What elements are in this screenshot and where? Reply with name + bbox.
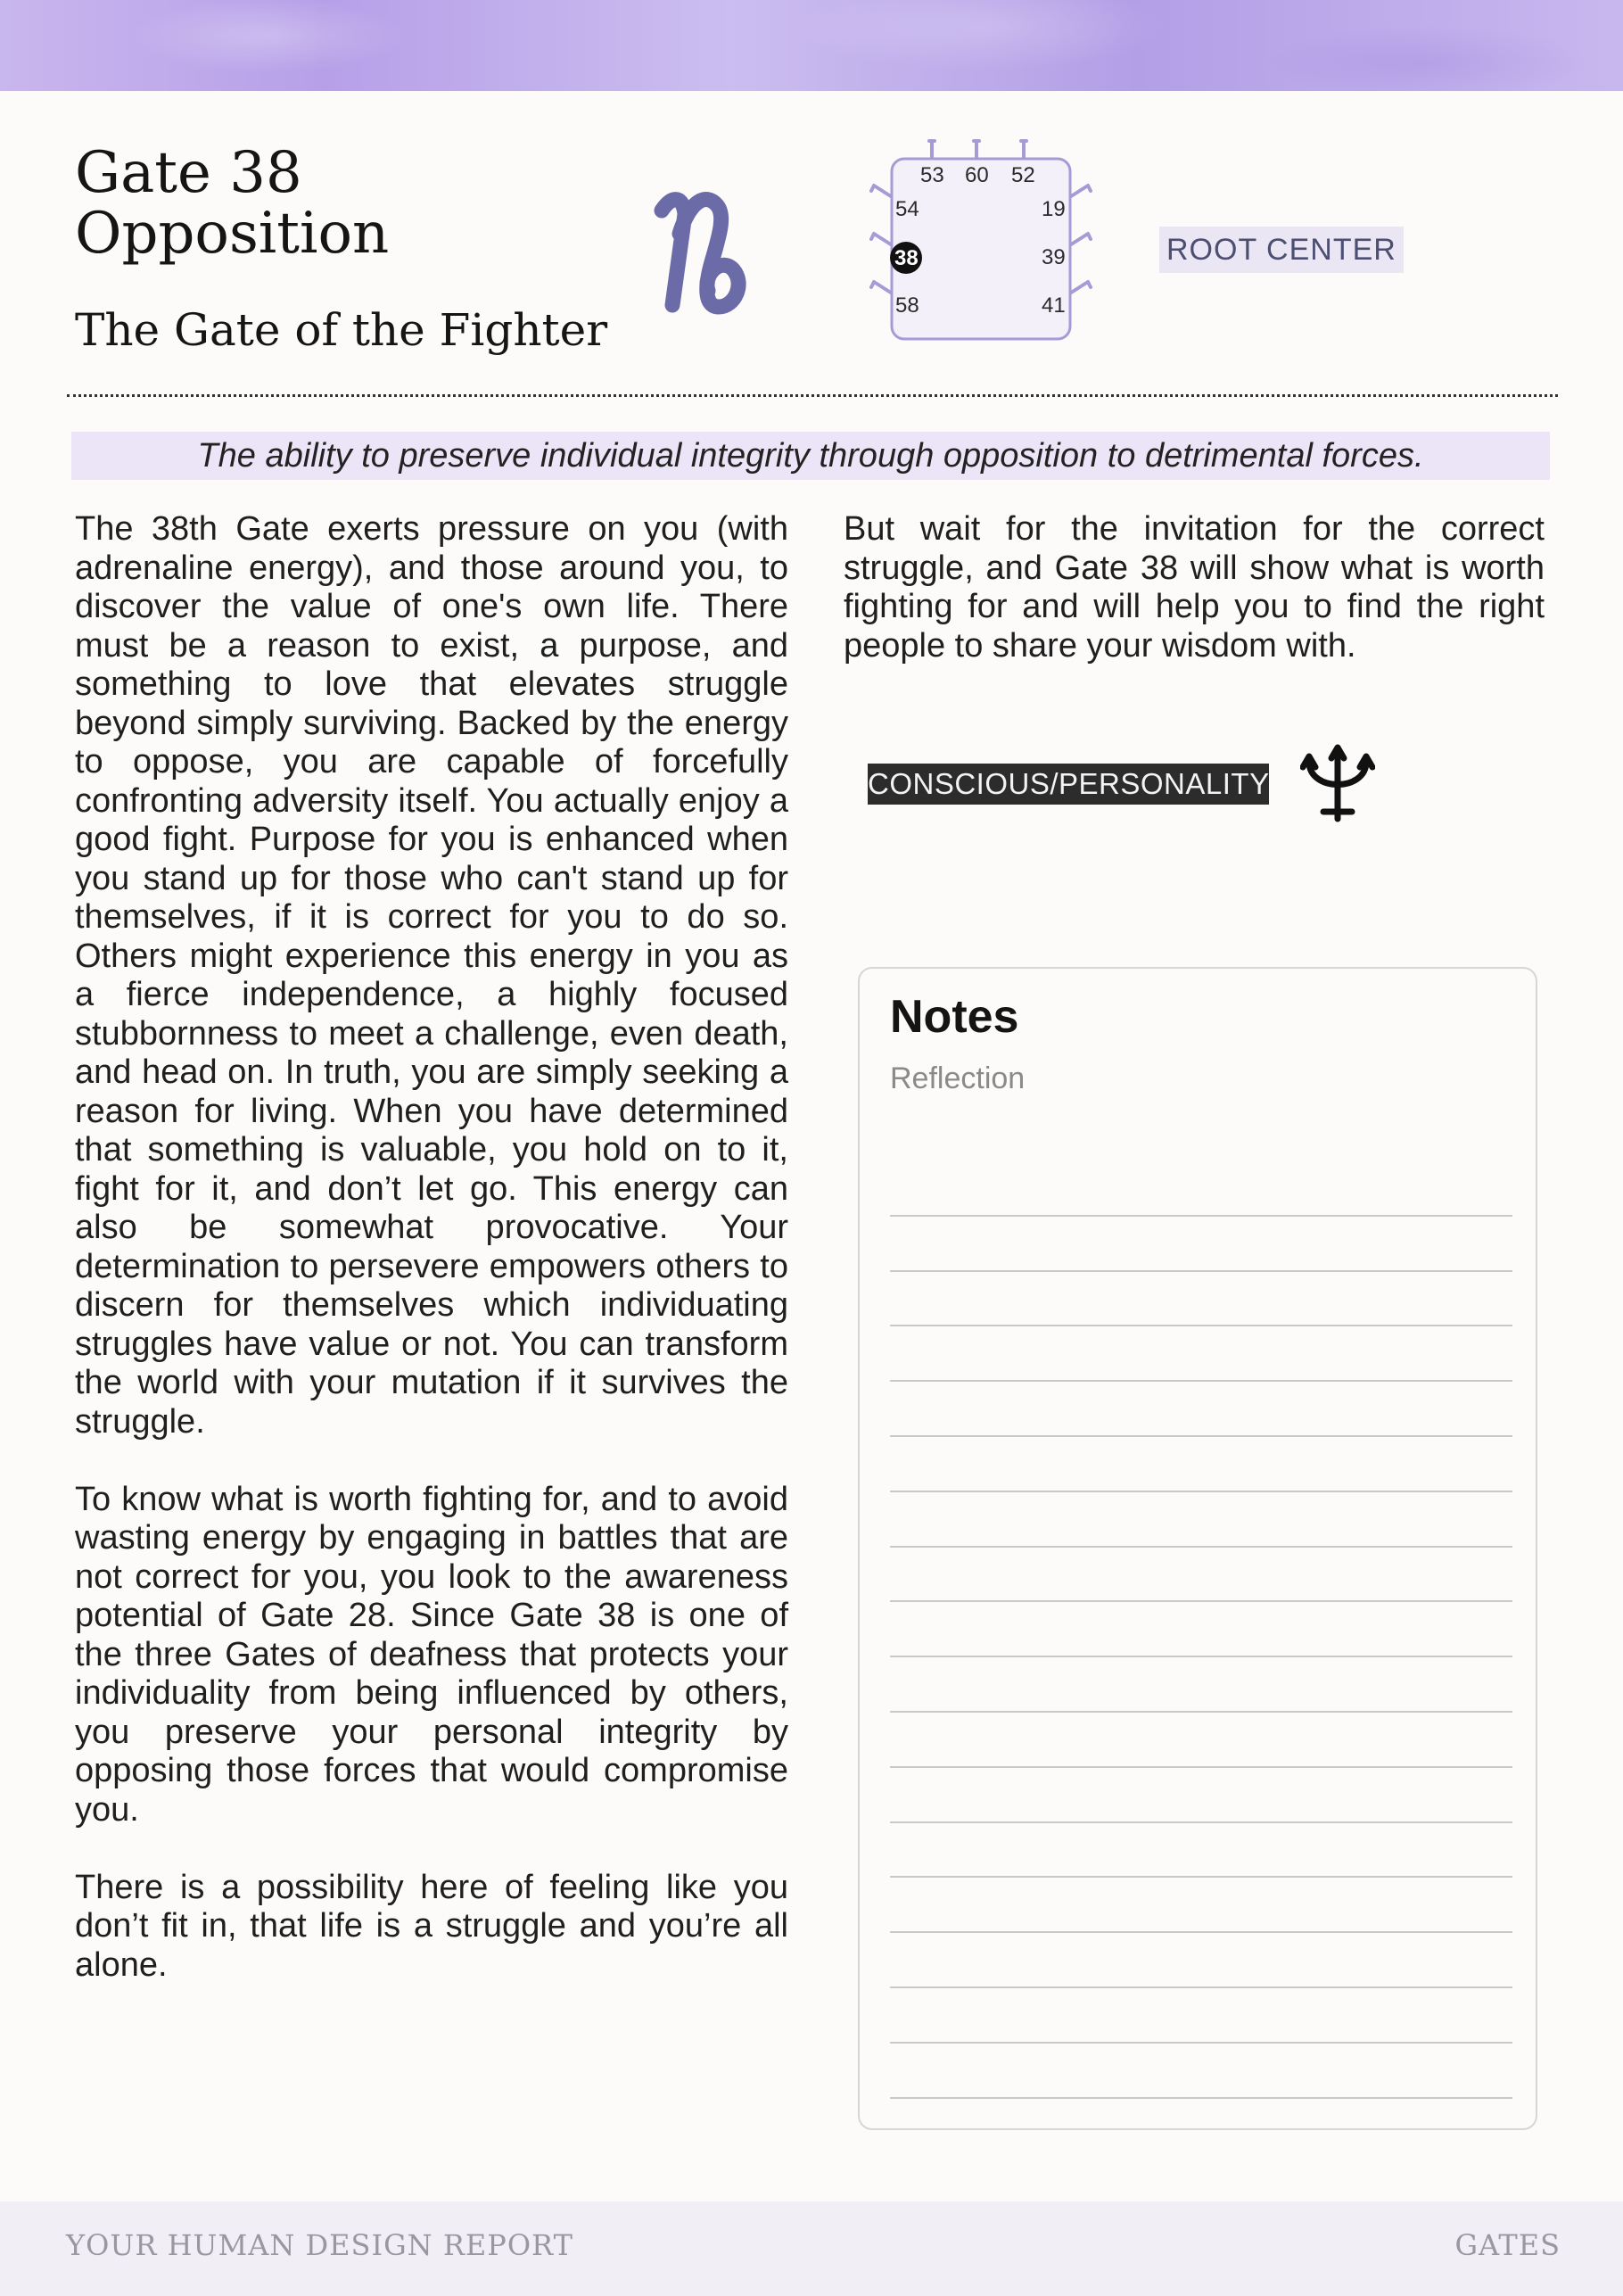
center-badge: ROOT CENTER: [1159, 227, 1404, 273]
notes-card: [858, 967, 1537, 2130]
notes-line[interactable]: [890, 1933, 1512, 1988]
notes-line[interactable]: [890, 1326, 1512, 1382]
right-column-paragraph: But wait for the invitation for the correct struggle, and Gate 38 will show what is worth fighting for and will help you to find the right people to share your wisdom with.: [844, 510, 1545, 665]
gate-label: 58: [895, 293, 919, 318]
neptune-icon: [1300, 742, 1375, 824]
gate-number: Gate 38: [75, 140, 302, 206]
notes-line[interactable]: [890, 1272, 1512, 1327]
notes-line[interactable]: [890, 1602, 1512, 1657]
footer-section-label: GATES: [1454, 2228, 1561, 2262]
activation-label: CONSCIOUS/PERSONALITY: [868, 764, 1269, 805]
notes-line[interactable]: [890, 1437, 1512, 1492]
gate-label: 52: [1011, 163, 1035, 187]
gate-tagline: The ability to preserve individual integrity through opposition to detrimental forces.: [71, 432, 1550, 480]
gate-label: 60: [965, 163, 989, 187]
description-paragraph: There is a possibility here of feeling like you don’t fit in, that life is a struggle and you’re all alone.: [75, 1868, 788, 1984]
capricorn-icon: [653, 175, 778, 326]
notes-line[interactable]: [890, 1492, 1512, 1548]
description-paragraph: The 38th Gate exerts pressure on you (with adrenaline energy), and those around you, to discover the value of one's own life. There must be a reason to exist, a purpose, and something to love that elevates struggle beyond simply surviving. Backed by the energy to oppose, you are capable of forcefully confronting adversity itself. You actually enjoy a good fight. Purpose for you is enhanced when you stand up for those who can't stand up for themselves, if it is correct for you to do so. Others might experience this energy in you as a fierce independence, a highly focused stubbornness to meet a challenge, even death, and head on. In truth, you are simply seeking a reason for living. When you have determined that something is valuable, you hold on to it, fight for it, and don’t let go. This energy can also be somewhat provocative. Your determination to persevere empowers others to discern for themselves which individuating struggles have value or not. You can transform the world with your mutation if it survives the struggle.: [75, 510, 788, 1441]
notes-line[interactable]: [890, 1768, 1512, 1823]
footer-report-title: YOUR HUMAN DESIGN REPORT: [66, 2228, 573, 2262]
dotted-divider: [67, 394, 1558, 397]
notes-line[interactable]: [890, 1988, 1512, 2044]
notes-line[interactable]: [890, 1713, 1512, 1768]
gate-subtitle: The Gate of the Fighter: [75, 304, 608, 356]
notes-line[interactable]: [890, 1161, 1512, 1217]
page-footer: [0, 2201, 1623, 2296]
gate-description: [75, 510, 788, 2024]
notes-line[interactable]: [890, 1823, 1512, 1879]
notes-line[interactable]: [890, 1657, 1512, 1713]
notes-line[interactable]: [890, 2044, 1512, 2099]
gate-label: 39: [1042, 245, 1066, 269]
description-paragraph: To know what is worth fighting for, and to avoid wasting energy by engaging in battles that are not correct for you, you look to the awareness potential of Gate 28. Since Gate 38 is one of the three Gates of deafness that protects your individuality from being influenced by others, you preserve your personal integrity by opposing those forces that would compromise you.: [75, 1480, 788, 1829]
notes-line[interactable]: [890, 1217, 1512, 1272]
gate-name: Opposition: [75, 201, 390, 267]
notes-writing-area[interactable]: [890, 1161, 1512, 2099]
notes-line[interactable]: [890, 1878, 1512, 1933]
notes-title: Notes: [890, 991, 1019, 1043]
notes-line[interactable]: [890, 1548, 1512, 1603]
gate-label: 19: [1042, 197, 1066, 221]
gate-label-highlighted: 38: [894, 246, 919, 270]
notes-line[interactable]: [890, 1382, 1512, 1437]
root-center-diagram: [867, 134, 1099, 348]
gate-title: [75, 140, 610, 267]
notes-subtitle: Reflection: [890, 1061, 1026, 1095]
gate-label: 41: [1042, 293, 1066, 318]
gate-label: 54: [895, 197, 919, 221]
header-banner: [0, 0, 1623, 91]
gate-label: 53: [920, 163, 944, 187]
